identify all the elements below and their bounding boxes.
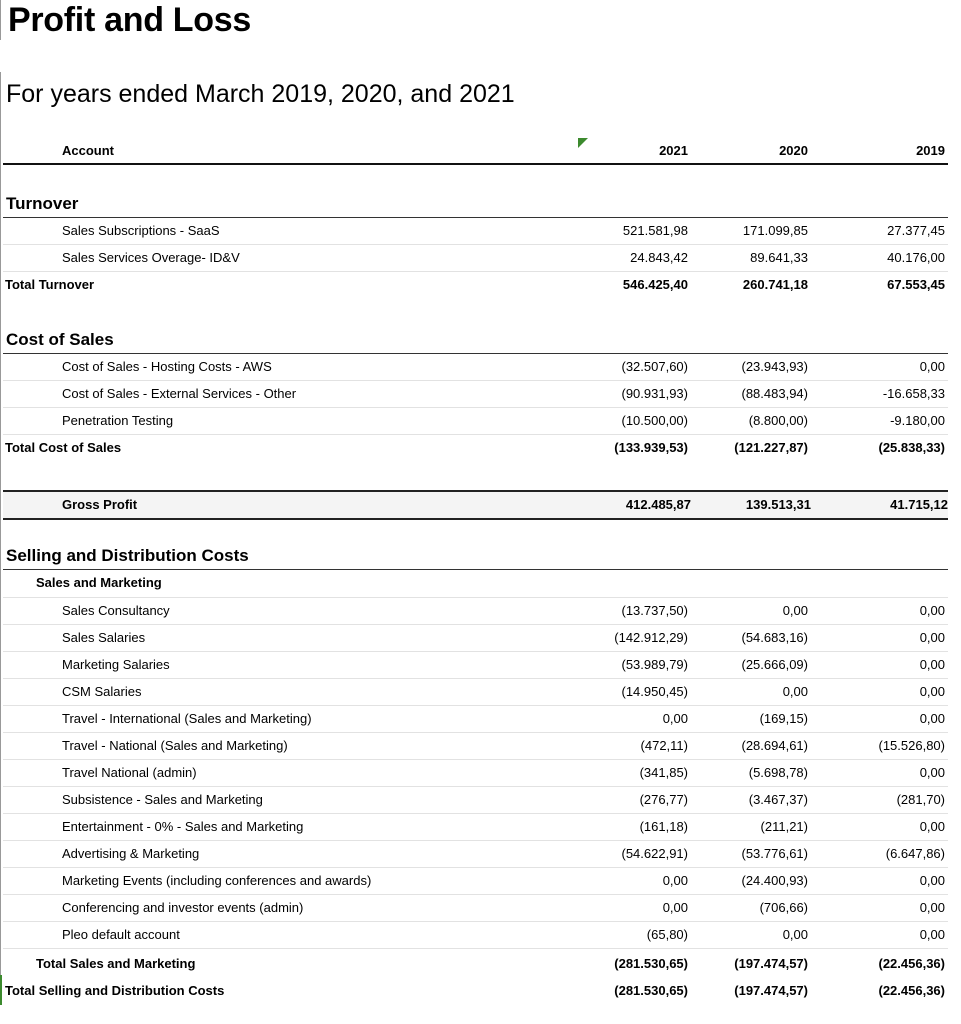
value-2019: 0,00 [919, 630, 945, 645]
row-label: Subsistence - Sales and Marketing [62, 792, 263, 807]
value-2020: (28.694,61) [741, 738, 808, 753]
table-row [0, 840, 948, 867]
total-row-selling [0, 977, 948, 1004]
table-row [0, 678, 948, 705]
header-divider [3, 163, 948, 165]
value-2021: (90.931,93) [621, 386, 688, 401]
value-2021: 24.843,42 [630, 250, 688, 265]
value-2020: (5.698,78) [748, 765, 808, 780]
table-row [0, 380, 948, 407]
section-heading-turnover: Turnover [6, 194, 79, 213]
value-2021: (13.737,50) [621, 603, 688, 618]
value-2021: (53.989,79) [621, 657, 688, 672]
value-2019: 41.715,12 [890, 497, 948, 512]
gross-profit-row [3, 490, 948, 520]
value-2020: (169,15) [759, 711, 808, 726]
value-2020: (706,66) [759, 900, 808, 915]
value-2021: (32.507,60) [621, 359, 688, 374]
table-row [0, 732, 948, 759]
column-header-2019: 2019 [916, 143, 945, 158]
value-2021: 521.581,98 [622, 223, 688, 238]
section-heading-cost-of-sales: Cost of Sales [6, 330, 114, 349]
row-label: Advertising & Marketing [62, 846, 200, 861]
row-label: Travel - National (Sales and Marketing) [62, 738, 288, 753]
row-label: Total Selling and Distribution Costs [5, 983, 225, 998]
table-row [0, 705, 948, 732]
value-2020: (197.474,57) [734, 956, 808, 971]
value-2021: (10.500,00) [621, 413, 688, 428]
value-2020: (53.776,61) [741, 846, 808, 861]
value-2019: -16.658,33 [882, 386, 945, 401]
value-2021: 0,00 [662, 900, 688, 915]
table-row [0, 894, 948, 921]
row-label: Travel - International (Sales and Marketing) [62, 711, 312, 726]
table-row [0, 597, 948, 624]
row-label: Sales Salaries [62, 630, 146, 645]
table-row [0, 353, 948, 380]
section-heading-selling: Selling and Distribution Costs [6, 546, 249, 565]
value-2020: 260.741,18 [742, 277, 808, 292]
value-2019: 0,00 [919, 684, 945, 699]
value-2019: 0,00 [919, 900, 945, 915]
value-2021: (161,18) [639, 819, 688, 834]
row-label: Penetration Testing [62, 413, 174, 428]
value-2021: (65,80) [646, 927, 688, 942]
subsection-heading-sales-marketing: Sales and Marketing [36, 575, 162, 590]
row-label: Cost of Sales - External Services - Other [62, 386, 297, 401]
value-2019: 0,00 [919, 711, 945, 726]
value-2019: -9.180,00 [890, 413, 945, 428]
value-2021: (142.912,29) [614, 630, 688, 645]
value-2019: 0,00 [919, 927, 945, 942]
cell-comment-marker-icon [578, 138, 588, 148]
value-2019: (15.526,80) [878, 738, 945, 753]
row-label: Sales Consultancy [62, 603, 170, 618]
value-2019: (22.456,36) [878, 983, 945, 998]
value-2020: (54.683,16) [741, 630, 808, 645]
value-2020: 89.641,33 [750, 250, 808, 265]
row-label: Sales Services Overage- ID&V [62, 250, 240, 265]
value-2019: 0,00 [919, 873, 945, 888]
row-label: Total Turnover [5, 277, 95, 292]
value-2019: 0,00 [919, 765, 945, 780]
value-2019: 40.176,00 [887, 250, 945, 265]
value-2020: (121.227,87) [734, 440, 808, 455]
subtotal-row-sales-marketing [0, 950, 948, 977]
value-2021: (276,77) [639, 792, 688, 807]
row-label: Entertainment - 0% - Sales and Marketing [62, 819, 304, 834]
value-2020: (24.400,93) [741, 873, 808, 888]
value-2020: 0,00 [782, 927, 808, 942]
value-2020: (3.467,37) [748, 792, 808, 807]
table-row [0, 786, 948, 813]
column-header-2020: 2020 [779, 143, 808, 158]
column-header-account: Account [62, 143, 114, 158]
subsection-heading-row [0, 570, 948, 597]
table-row [0, 624, 948, 651]
value-2020: (8.800,00) [748, 413, 808, 428]
table-row [0, 651, 948, 678]
value-2019: 27.377,45 [887, 223, 945, 238]
value-2020: (23.943,93) [741, 359, 808, 374]
value-2021: (133.939,53) [614, 440, 688, 455]
value-2020: 171.099,85 [742, 223, 808, 238]
table-row [0, 867, 948, 894]
column-header-2021: 2021 [659, 143, 688, 158]
row-label: Cost of Sales - Hosting Costs - AWS [62, 359, 272, 374]
value-2019: (22.456,36) [878, 956, 945, 971]
report-subtitle: For years ended March 2019, 2020, and 2021 [6, 80, 515, 108]
total-row-turnover [0, 271, 948, 298]
value-2020: (25.666,09) [741, 657, 808, 672]
value-2020: (211,21) [760, 819, 808, 834]
value-2020: (197.474,57) [734, 983, 808, 998]
value-2019: (6.647,86) [885, 846, 945, 861]
row-label: Marketing Events (including conferences and awards) [62, 873, 372, 888]
value-2021: (281.530,65) [614, 983, 688, 998]
value-2019: 67.553,45 [887, 277, 945, 292]
table-row [0, 813, 948, 840]
value-2020: 0,00 [782, 603, 808, 618]
value-2021: (14.950,45) [621, 684, 688, 699]
table-row [0, 407, 948, 434]
value-2021: 412.485,87 [625, 497, 691, 512]
report-title: Profit and Loss [8, 1, 251, 39]
row-label: Marketing Salaries [62, 657, 170, 672]
value-2021: 0,00 [662, 711, 688, 726]
value-2020: (88.483,94) [741, 386, 808, 401]
value-2021: 546.425,40 [622, 277, 688, 292]
row-label: Total Sales and Marketing [36, 956, 196, 971]
row-label: CSM Salaries [62, 684, 142, 699]
table-row [0, 759, 948, 786]
value-2021: (472,11) [640, 738, 688, 753]
value-2021: (281.530,65) [614, 956, 688, 971]
value-2021: (341,85) [639, 765, 688, 780]
table-row [0, 921, 948, 948]
value-2020: 139.513,31 [745, 497, 811, 512]
row-label: Pleo default account [62, 927, 180, 942]
value-2019: 0,00 [919, 359, 945, 374]
value-2019: 0,00 [919, 657, 945, 672]
table-row [0, 217, 948, 244]
table-row [0, 244, 948, 271]
value-2019: (25.838,33) [878, 440, 945, 455]
value-2019: (281,70) [896, 792, 945, 807]
row-label: Sales Subscriptions - SaaS [62, 223, 220, 238]
row-divider [3, 948, 948, 949]
value-2020: 0,00 [782, 684, 808, 699]
row-label: Travel National (admin) [62, 765, 197, 780]
value-2021: (54.622,91) [621, 846, 688, 861]
total-row-cost-of-sales [0, 434, 948, 461]
value-2019: 0,00 [919, 603, 945, 618]
value-2019: 0,00 [919, 819, 945, 834]
row-label: Gross Profit [62, 497, 138, 512]
value-2021: 0,00 [662, 873, 688, 888]
row-label: Conferencing and investor events (admin) [62, 900, 304, 915]
row-label: Total Cost of Sales [5, 440, 122, 455]
